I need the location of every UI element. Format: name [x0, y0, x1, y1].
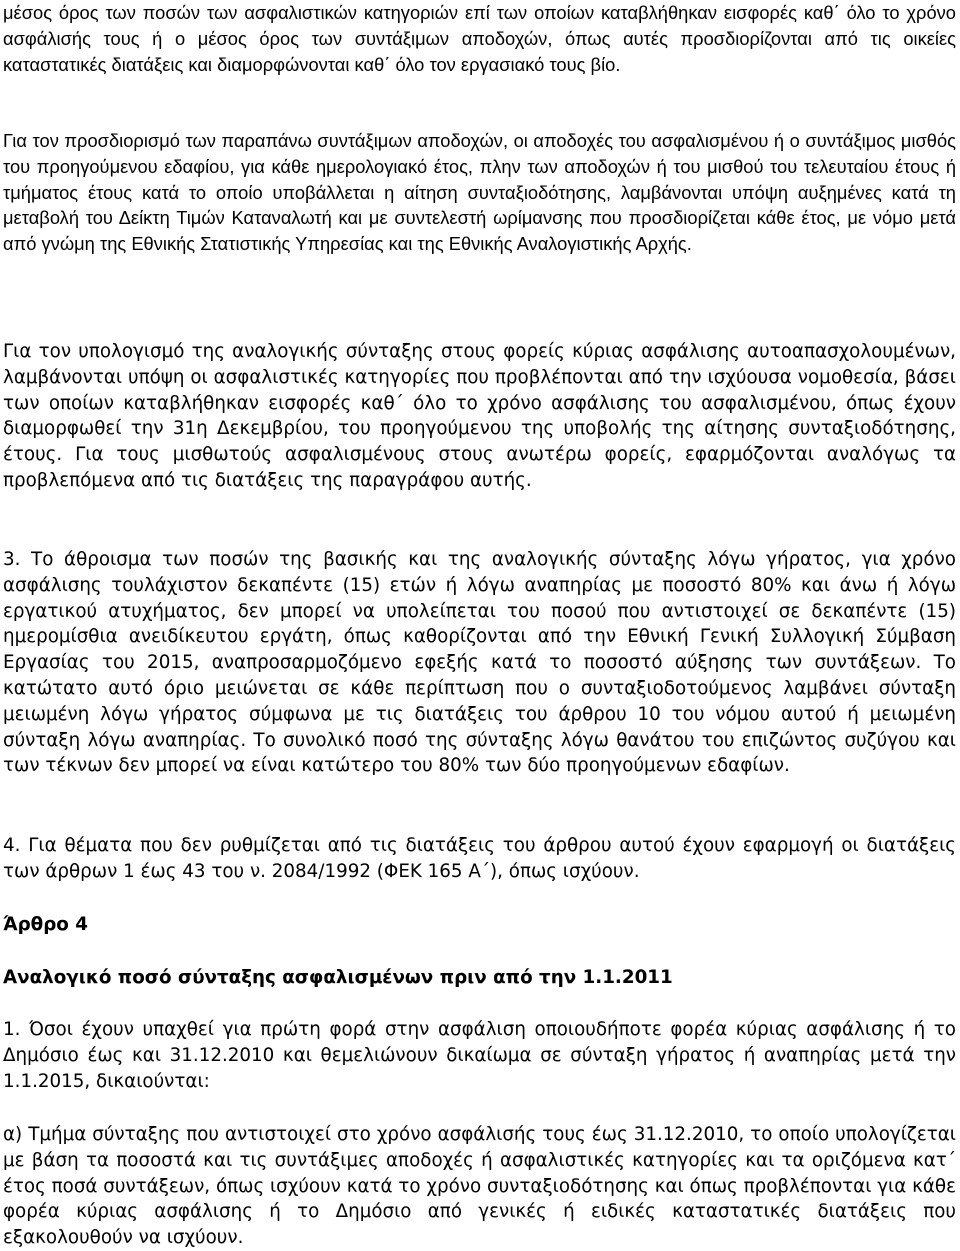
article-title: Αναλογικό ποσό σύνταξης ασφαλισμένων πριν από την 1.1.2011: [3, 967, 673, 988]
article-heading: Άρθρο 4: [3, 914, 88, 935]
paragraph-contribution-average: μέσος όρος των ποσών των ασφαλιστικών κατηγοριών επί των οποίων καταβλήθηκαν εισφορές καθ΄ όλο το χρόνο ασφάλισής τους ή ο μέσος όρος των συντάξιμων αποδοχών, όπως αυτές προσδιορίζονται από τις οικείες καταστατικές διατάξεις και διαμορφώνονται καθ΄ όλο τον εργασιακό τους βίο.: [3, 2, 956, 75]
paragraph-3-minimum-pension: 3. Το άθροισμα των ποσών της βασικής και της αναλογικής σύνταξης λόγω γήρατος, για χρόνο ασφάλισης τουλάχιστον δεκαπέντε (15) ετών ή λόγω αναπηρίας με ποσοστό 80% και άνω ή λόγω εργατικού ατυχήματος, δεν μπορεί να υπολείπεται του ποσού που αντιστοιχεί σε δεκαπέντε (15) ημερομίσθια ανειδίκευτου εργάτη, όπως καθορίζονται από την Εθνική Γενική Συλλογική Σύμβαση Εργασίας του 2015, αναπροσαρμοζόμενο εφεξής κατά το ποσοστό αύξησης των συντάξεων. Το κατώτατο αυτό όριο μειώνεται σε κάθε περίπτωση που ο συνταξιοδοτούμενος λαμβάνει σύνταξη μειωμένη λόγω γήρατος σύμφωνα με τις διατάξεις του άρθρου 10 του νόμου αυτού ή μειωμένη σύνταξη λόγω αναπηρίας. Το συνολικό ποσό της σύνταξης λόγω θανάτου του επιζώντος συζύγου και των τέκνων δεν μπορεί να είναι κατώτερο του 80% των δύο προηγούμενων εδαφίων.: [3, 549, 956, 777]
article-paragraph-a: α) Τμήμα σύνταξης που αντιστοιχεί στο χρόνο ασφάλισής τους έως 31.12.2010, το οποίο υπολογίζεται με βάση τα ποσοστά και τις συντάξιμες αποδοχές ή ασφαλιστικές κατηγορίες και τα οριζόμενα κατ΄ έτος ποσά συντάξεων, όπως ισχύουν κατά το χρόνο συνταξιοδότησης και όπως προβλέπονται για κάθε φορέα κύριας ασφάλισης ή το Δημόσιο από γενικές ή ειδικές καταστατικές διατάξεις που εξακολουθούν να ισχύουν.: [3, 1124, 956, 1249]
paragraph-4-applicable-provisions: 4. Για θέματα που δεν ρυθμίζεται από τις διατάξεις του άρθρου αυτού έχουν εφαρμογή οι διατάξεις των άρθρων 1 έως 43 του ν. 2084/1992 (ΦΕΚ 165 Α΄), όπως ισχύουν.: [3, 835, 956, 882]
paragraph-self-employed-calculation: Για τον υπολογισμό της αναλογικής σύνταξης στους φορείς κύριας ασφάλισης αυτοαπασχολουμένων, λαμβάνονται υπόψη οι ασφαλιστικές κατηγορίες που προβλέπονται από την ισχύουσα νομοθεσία, βάσει των οποίων καταβλήθηκαν εισφορές καθ΄ όλο το χρόνο ασφάλισης του ασφαλισμένου, όπως έχουν διαμορφωθεί την 31η Δεκεμβρίου, του προηγούμενου της υποβολής της αίτησης συνταξιοδότησης, έτους. Για τους μισθωτούς ασφαλισμένους στους ανωτέρω φορείς, εφαρμόζονται αναλόγως τα προβλεπόμενα από τις διατάξεις της παραγράφου αυτής.: [3, 341, 956, 491]
paragraph-pensionable-earnings: Για τον προσδιορισμό των παραπάνω συντάξιμων αποδοχών, οι αποδοχές του ασφαλισμένου ή ο συντάξιμος μισθός του προηγούμενου εδαφίου, για κάθε ημερολογιακό έτος, πλην των αποδοχών ή του μισθού του τελευταίου έτους ή τμήματος έτους κατά το οποίο υποβάλλεται η αίτηση συνταξιοδότησης, λαμβάνονται υπόψη αυξημένες κατά τη μεταβολή του Δείκτη Τιμών Καταναλωτή και με συντελεστή ωρίμανσης που προσδιορίζεται κάθε έτος, με νόμο μετά από γνώμη της Εθνικής Στατιστικής Υπηρεσίας και της Εθνικής Αναλογιστικής Αρχής.: [3, 130, 956, 255]
article-paragraph-1: 1. Όσοι έχουν υπαχθεί για πρώτη φορά στην ασφάλιση οποιουδήποτε φορέα κύριας ασφάλισης ή το Δημόσιο έως και 31.12.2010 και θεμελιώνουν δικαίωμα σε σύνταξη γήρατος ή αναπηρίας μετά την 1.1.2015, δικαιούνται:: [3, 1019, 956, 1092]
